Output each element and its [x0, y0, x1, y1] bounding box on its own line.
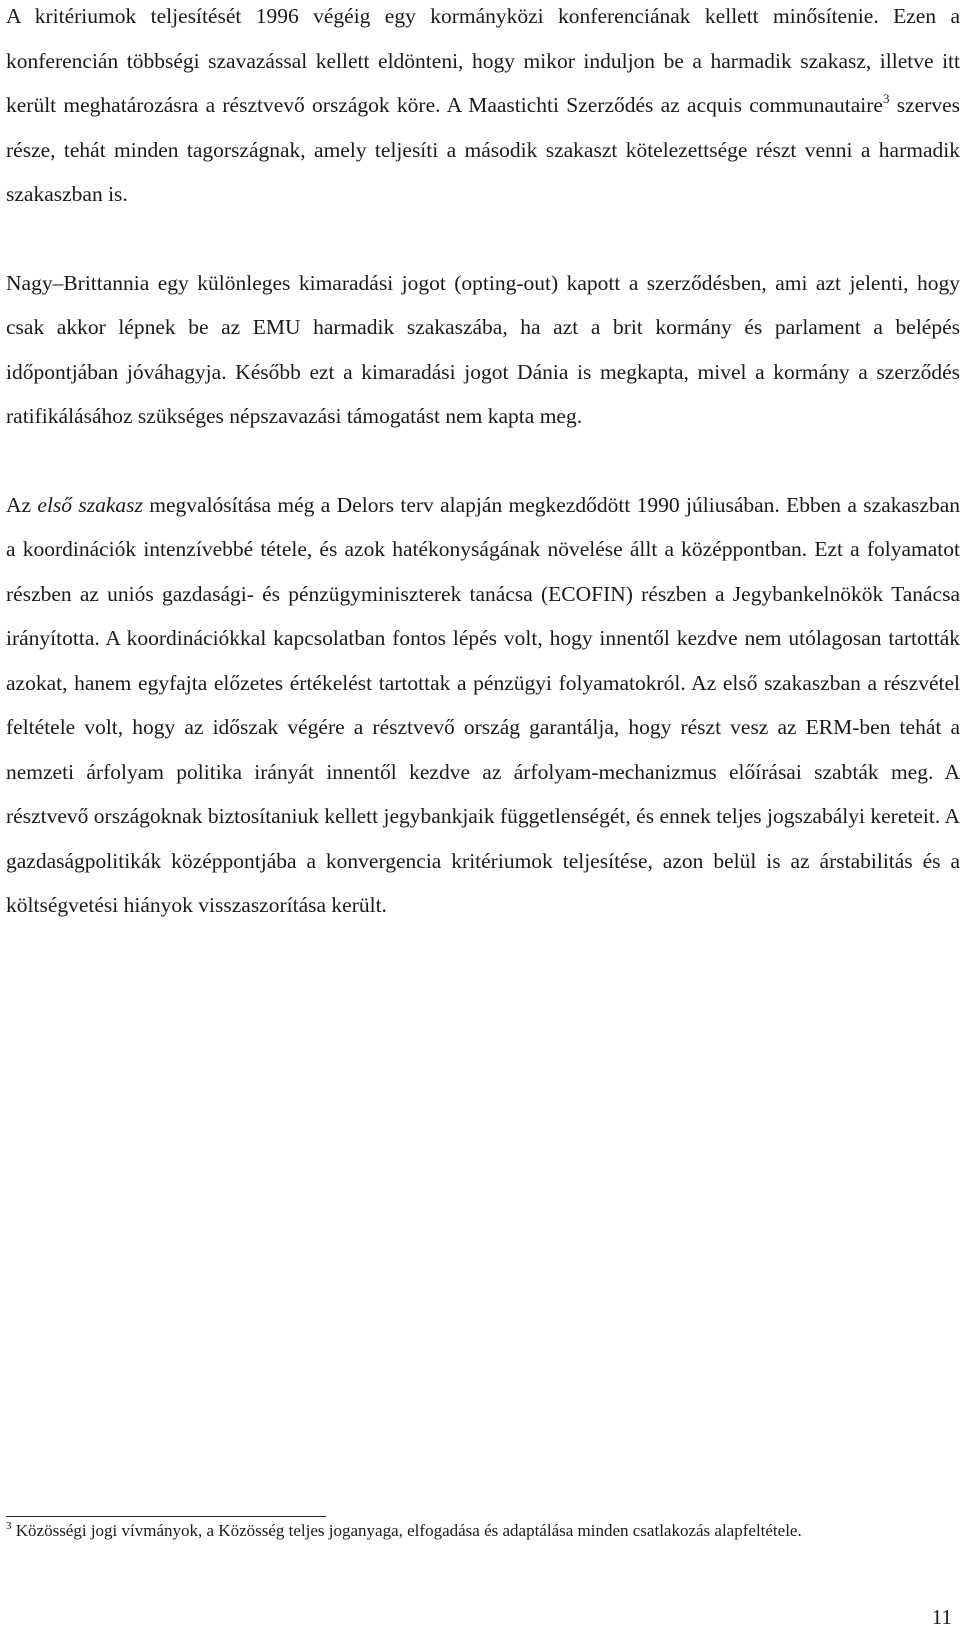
footnote-reference[interactable]: 3	[882, 91, 890, 106]
paragraph-1-text: A kritériumok teljesítését 1996 végéig egy kormányközi konferenciának kellett minősítenie. Ezen a konferencián többségi szavazással kellett eldönteni, hogy mikor induljon be a harmadik szakasz, illetve itt került meghatározásra a résztvevő országok köre. A Maastichti Szerződés az acquis communautaire	[6, 4, 960, 117]
paragraph-1	[6, 0, 960, 217]
footnote-number: 3	[6, 1520, 12, 1532]
page-number: 11	[931, 1605, 952, 1629]
document-body	[6, 0, 960, 928]
paragraph-1-text-continued: szerves része, tehát minden tagországnak, amely teljesíti a második szakaszt kötelezettsége részt venni a harmadik szakaszban is.	[6, 93, 960, 206]
paragraph-3-lead: Az	[6, 492, 38, 517]
footnote-text: Közösségi jogi vívmányok, a Közösség teljes joganyaga, elfogadása és adaptálása minden csatlakozás alapfeltétele.	[11, 1521, 802, 1540]
paragraph-2-text: Nagy–Brittannia egy különleges kimaradási jogot (opting-out) kapott a szerződésben, ami azt jelenti, hogy csak akkor lépnek be az EMU harmadik szakaszába, ha azt a brit kormány és parlament a belépés időpontjában jóváhagyja. Később ezt a kimaradási jogot Dánia is megkapta, mivel a kormány a szerződés ratifikálásához szükséges népszavazási támogatást nem kapta meg.	[6, 270, 960, 428]
paragraph-3	[6, 483, 960, 928]
paragraph-3-italic-term: első szakasz	[37, 492, 143, 517]
footnote	[6, 1516, 954, 1546]
paragraph-2	[6, 261, 960, 439]
paragraph-3-text: megvalósítása még a Delors terv alapján megkezdődött 1990 júliusában. Ebben a szakaszban a koordinációk intenzívebbé tétele, és azok hatékonyságának növelése állt a középpontban. Ezt a folyamatot részben az uniós gazdasági- és pénzügyminiszterek tanácsa (ECOFIN) részben a Jegybankelnökök Tanácsa irányította. A koordinációkkal kapcsolatban fontos lépés volt, hogy innentől kezdve nem utólagosan tartották azokat, hanem egyfajta előzetes értékelést tartottak a pénzügyi folyamatokról. Az első szakaszban a részvétel feltétele volt, hogy az időszak végére a résztvevő ország garantálja, hogy részt vesz az ERM-ben tehát a nemzeti árfolyam politika irányát innentől kezdve az árfolyam-mechanizmus előírásai szabták meg. A résztvevő országoknak biztosítaniuk kellett jegybankjaik függetlenségét, és ennek teljes jogszabályi kereteit. A gazdaságpolitikák középpontjába a konvergencia kritériumok teljesítése, azon belül is az árstabilitás és a költségvetési hiányok visszaszorítása került.	[6, 492, 960, 917]
